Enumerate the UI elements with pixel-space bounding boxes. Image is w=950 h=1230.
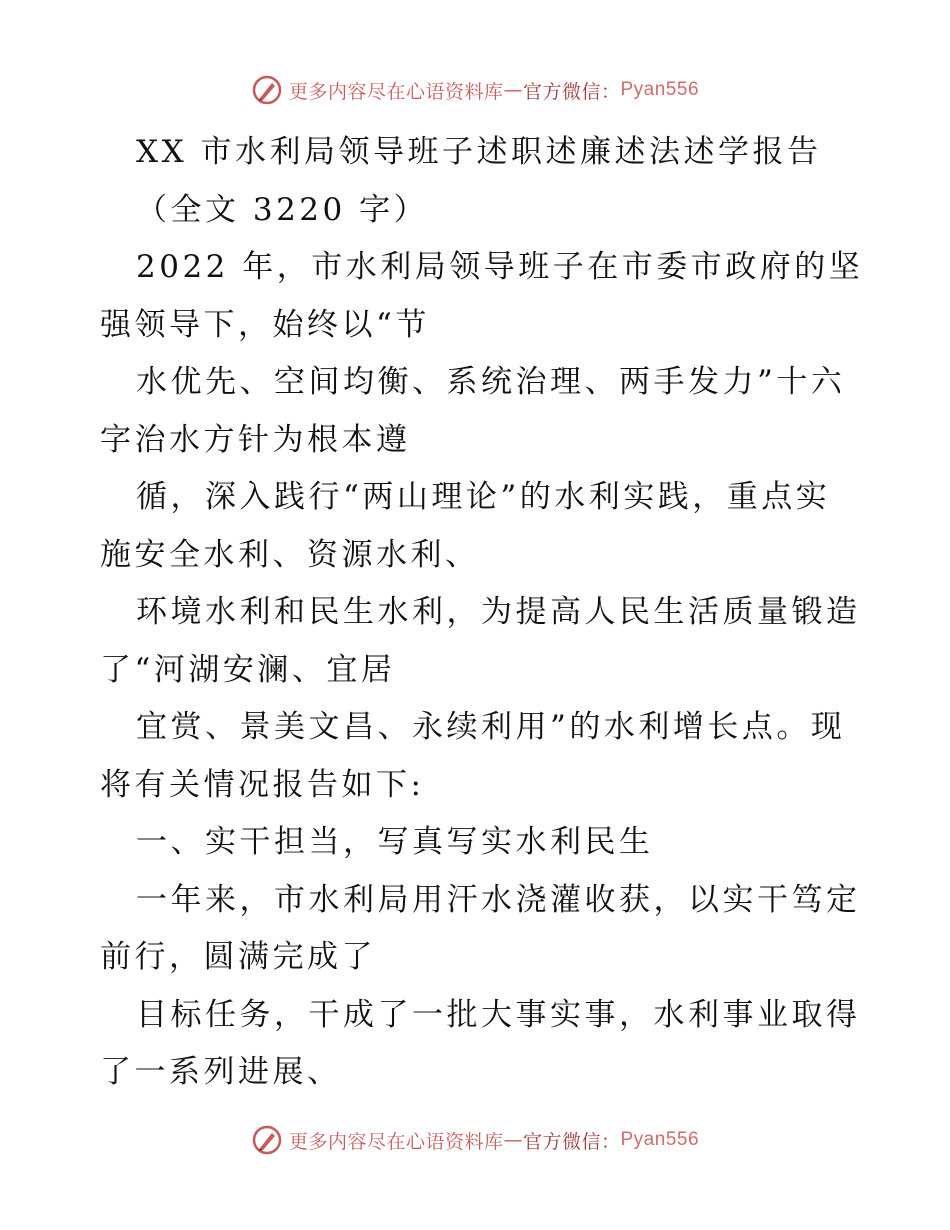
text-line: 水优先、空间均衡、系统治理、两手发力”十六 — [136, 364, 846, 400]
watermark-main-text: 更多内容尽在心语资料库 — [288, 80, 504, 103]
document-body — [100, 124, 864, 1102]
text-line: 一、实干担当，写真写实水利民生 — [136, 824, 654, 860]
watermark-main-text: 更多内容尽在心语资料库 — [288, 1130, 504, 1153]
text-line: 施安全水利、资源水利、 — [100, 536, 480, 573]
pen-in-circle-logo-icon — [251, 74, 283, 106]
watermark-wechat-label: 官方微信： — [522, 1130, 621, 1153]
watermark-wechat-id: Pyan556 — [620, 79, 700, 100]
text-line: 字治水方针为根本遵 — [100, 421, 411, 458]
text-line: 环境水利和民生水利，为提高人民生活质量锻造 — [136, 594, 861, 630]
header-watermark — [0, 70, 950, 110]
text-line: 前行，圆满完成了 — [100, 939, 376, 975]
text-line: 将有关情况报告如下: — [100, 766, 425, 803]
watermark-separator: — — [503, 1129, 523, 1151]
text-line: 2022 年，市水利局领导班子在市委市政府的坚 — [136, 249, 864, 285]
document-subtitle: （全文 3220 字） — [136, 191, 429, 228]
watermark-wechat-label: 官方微信： — [522, 80, 621, 103]
text-line: 宜赏、景美文昌、永续利用”的水利增长点。现 — [136, 709, 846, 745]
watermark-separator: — — [503, 79, 523, 101]
text-line: 了“河湖安澜、宜居 — [100, 651, 396, 688]
document-paragraphs — [100, 239, 864, 1102]
text-line: 了一系列进展、 — [100, 1054, 342, 1090]
pen-in-circle-logo-icon — [251, 1124, 283, 1156]
watermark-wechat-id: Pyan556 — [620, 1129, 700, 1150]
text-line: 强领导下，始终以“节 — [100, 306, 430, 343]
text-line: 循，深入践行“两山理论”的水利实践，重点实 — [136, 479, 831, 515]
document-title: XX 市水利局领导班子述职述廉述法述学报告 — [136, 134, 822, 170]
footer-watermark — [0, 1120, 950, 1160]
text-line: 目标任务，干成了一批大事实事，水利事业取得 — [136, 996, 861, 1033]
text-line: 一年来，市水利局用汗水浇灌收获，以实干笃定 — [136, 881, 861, 918]
